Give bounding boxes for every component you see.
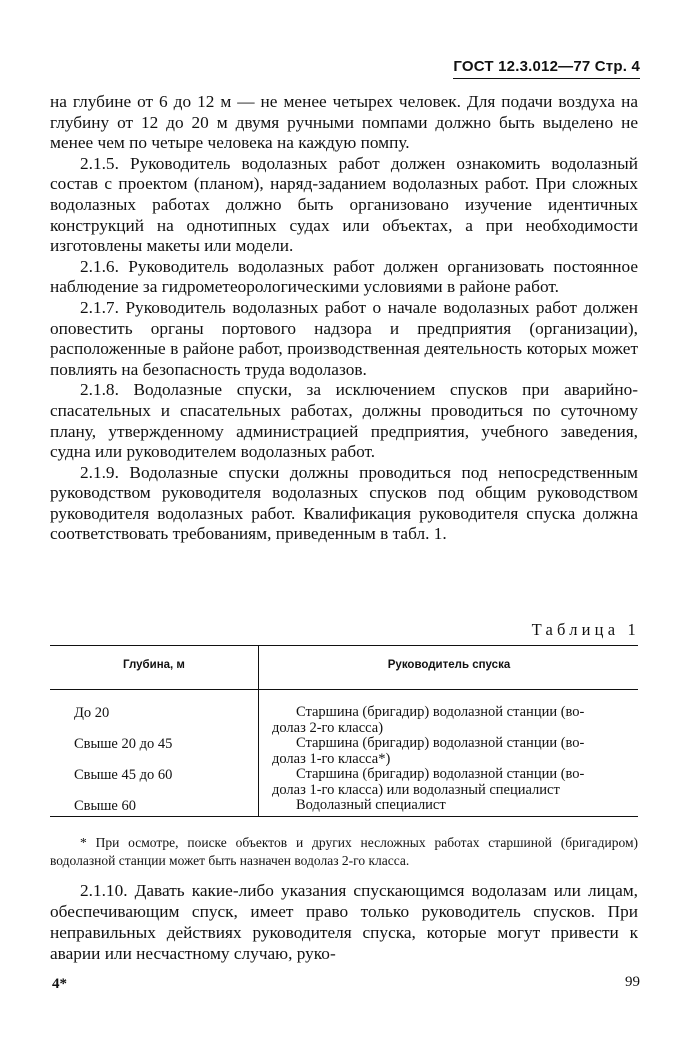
paragraph-2-1-7: 2.1.7. Руководитель водолазных работ о начале водолазных работ должен оповестить органы портового надзора и предприятия (организации), расположенные в районе работ, производственная деятельность которых может повлиять на безопасность труда водолазов.: [50, 297, 638, 379]
paragraph-2-1-10: 2.1.10. Давать какие-либо указания спускающимся водолазам или лицам, обеспечивающим спуск, имеет право только руководитель спусков. При неправильных действиях руководителя спуска, которые могут привести к аварии или несчастному случаю, руко-: [50, 881, 638, 963]
table-cell-depth: Свыше 45 до 60: [74, 767, 173, 783]
table-1: [50, 645, 638, 817]
table-cell-leader: [272, 705, 634, 736]
table-cell-depth: Свыше 60: [74, 798, 136, 814]
table-header-depth: Глубина, м: [123, 659, 185, 671]
signature-mark: 4*: [52, 976, 67, 992]
table-cell-leader-line2: долаз 2-го класса): [272, 719, 384, 736]
page-number: 99: [625, 974, 640, 990]
table-cell-leader-line2: долаз 1-го класса) или водолазный специалист: [272, 781, 560, 798]
table-rule-bottom: [50, 816, 638, 817]
table-cell-leader-line2: долаз 1-го класса*): [272, 750, 391, 767]
table-cell-depth: До 20: [74, 705, 110, 721]
paragraph-2-1-8: 2.1.8. Водолазные спуски, за исключением спусков при аварийно-спасательных и спасательных работах, должны проводиться по суточному плану, утвержденному администрацией предприятия, учебного заведения, судна или руководителем водолазных работ.: [50, 380, 638, 462]
table-cell-leader-line1: Водолазный специалист: [296, 797, 446, 813]
table-cell-leader-line1: Старшина (бригадир) водолазной станции (во-: [296, 735, 585, 751]
table-cell-leader-line1: Старшина (бригадир) водолазной станции (во-: [296, 766, 585, 782]
footnote-text: * При осмотре, поиске объектов и других несложных работах старшиной (бригадиром) водолазной станции может быть назначен водолаз 2-го класса.: [50, 835, 638, 868]
table-column-divider: [258, 645, 259, 817]
paragraph-2-1-5: 2.1.5. Руководитель водолазных работ должен ознакомить водолазный состав с проектом (планом), наряд-заданием водолазных работ. При сложных водолазных работах должно быть организовано изучение идентичных конструкций на однотипных судах или объектах, а при необходимости изготовлены макеты или модели.: [50, 153, 638, 256]
table-cell-leader: [272, 798, 634, 814]
table-cell-leader: [272, 767, 634, 798]
running-head: ГОСТ 12.3.012—77 Стр. 4: [453, 58, 640, 79]
paragraph-continuation: на глубине от 6 до 12 м — не менее четырех человек. Для подачи воздуха на глубину от 12 до 20 м двумя ручными помпами должно быть выделено не менее чем по четыре человека на каждую помпу.: [50, 92, 638, 153]
table-rule-top: [50, 645, 638, 646]
body-text: [50, 92, 638, 545]
body-text-continued: [50, 880, 638, 964]
table-cell-leader-line1: Старшина (бригадир) водолазной станции (во-: [296, 704, 585, 720]
table-header-leader: Руководитель спуска: [387, 659, 511, 671]
paragraph-2-1-9: 2.1.9. Водолазные спуски должны проводиться под непосредственным руководством руководителя водолазных спусков под общим руководством руководителя водолазных работ. Квалификация руководителя спуска должна соответствовать требованиям, приведенным в табл. 1.: [50, 462, 638, 544]
table-footnote: [50, 834, 638, 870]
table-rule-header: [50, 689, 638, 690]
table-cell-leader: [272, 736, 634, 767]
table-caption: Таблица 1: [531, 620, 640, 639]
paragraph-2-1-6: 2.1.6. Руководитель водолазных работ должен организовать постоянное наблюдение за гидрометеорологическими условиями в районе работ.: [50, 256, 638, 297]
table-cell-depth: Свыше 20 до 45: [74, 736, 173, 752]
